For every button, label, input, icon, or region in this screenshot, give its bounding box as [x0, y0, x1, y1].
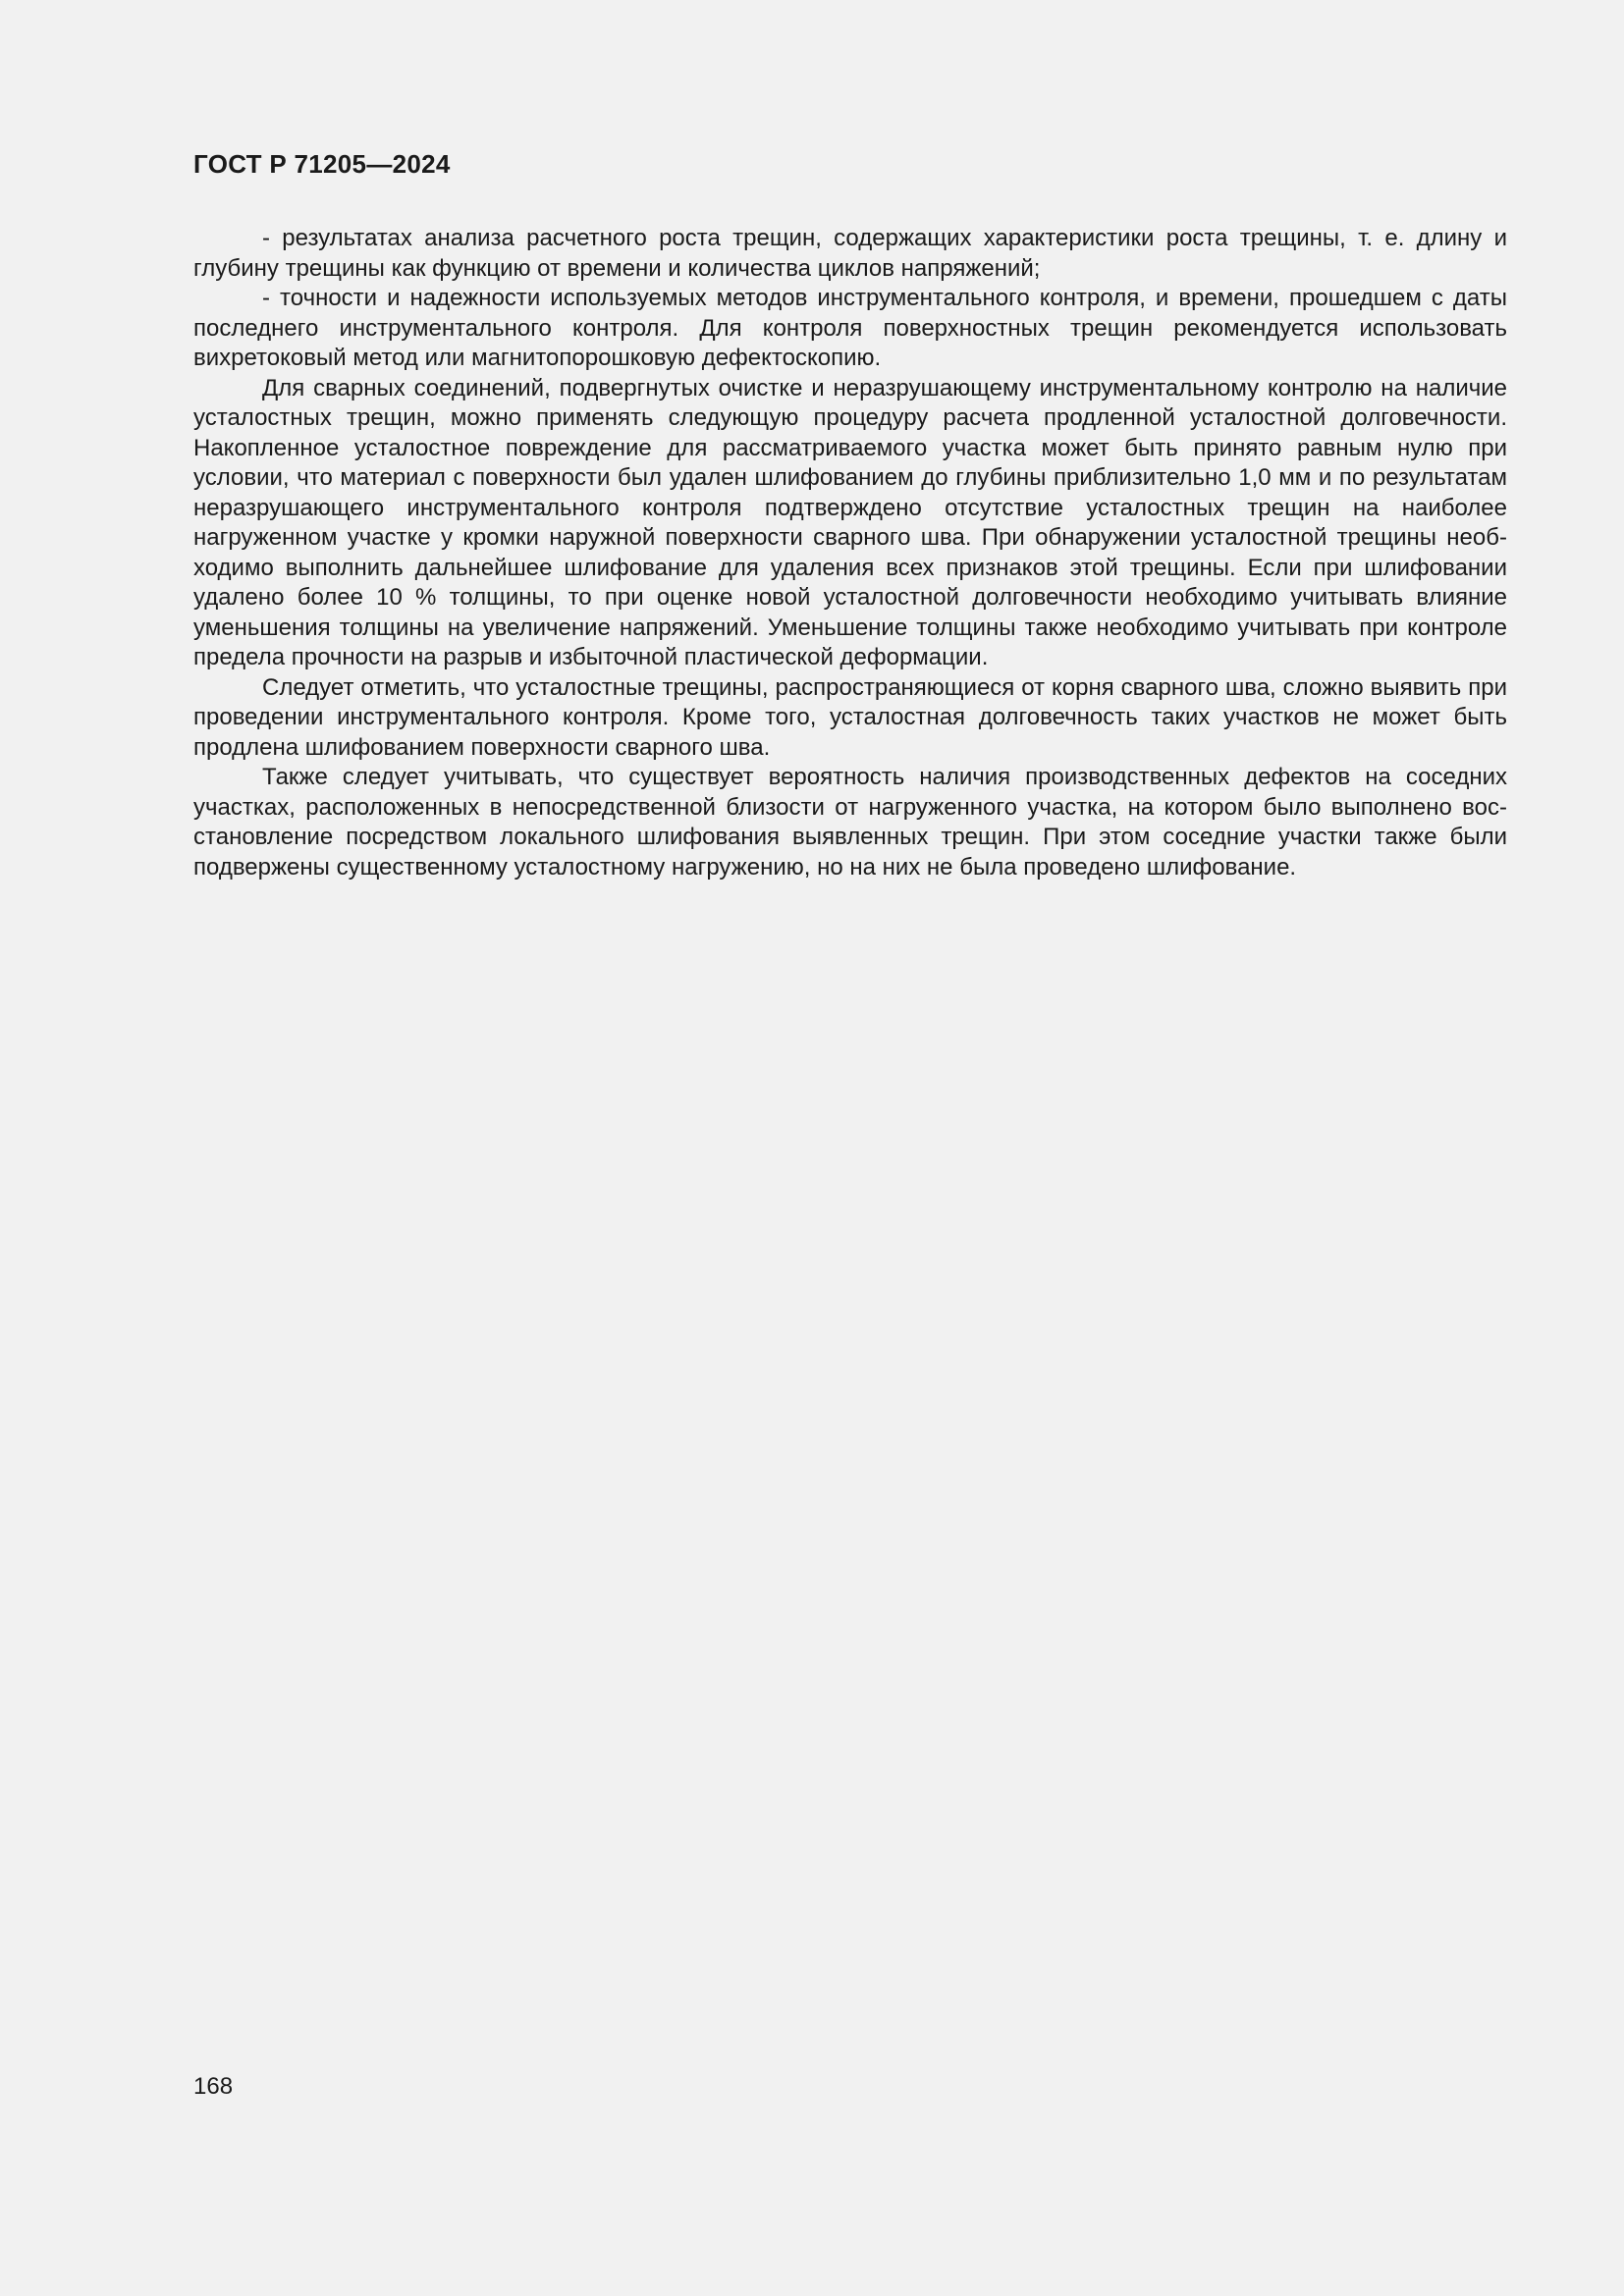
paragraph-adjacent-defects-note: Также следует учитывать, что существует вероятность наличия производственных дефектов на соседних участках, расположенных в непосредственной близости от нагруженного участка, на котором было выполнено восстановление посредством локального шлифования выявленных трещин. При этом соседние участки также были подвержены существенному усталостному нагружению, но на них не была проведено шлифование.: [193, 764, 1507, 881]
document-body: [193, 224, 1507, 882]
paragraph-root-cracks-note: Следует отметить, что усталостные трещины, распространяющиеся от корня сварного шва, сложно выявить при проведении инструментального контроля. Кроме того, усталостная долговечность таких участков не может быть продлена шлифованием поверхности сварного шва.: [193, 673, 1507, 761]
paragraph-inspection-accuracy: - точности и надежности используемых методов инструментального контроля, и времени, прошедшем с даты последнего инструментального контроля. Для контроля поверхностных трещин рекомендуется использовать вихретоковый метод или магнитопорошковую дефектоскопию.: [193, 285, 1507, 371]
page-number: 168: [193, 2073, 234, 2100]
paragraph-welded-joints-procedure: Для сварных соединений, подвергнутых очистке и неразрушающему инструментальному контролю на наличие усталостных трещин, можно применять следующую процедуру расчета продленной усталостной долговечности. Накопленное усталостное повреждение для рассматриваемого участка может быть принято равным нулю при условии, что материал с поверхности был удален шлифованием до глубины приблизительно 1,0 мм и по результатам неразрушающего инструментального контроля подтверждено отсутствие усталостных трещин на наиболее нагруженном участке у кромки наружной поверхности сварного шва. При обнаружении усталостной трещины необходимо выполнить дальнейшее шлифование для удаления всех признаков этой трещины. Если при шлифовании удалено более 10 % толщины, то при оценке новой усталостной долговечности необходимо учитывать влияние уменьшения толщины на увеличение напряжений. Уменьшение толщины также необходимо учитывать при контроле предела прочности на разрыв и избыточной пластической деформации.: [193, 374, 1507, 670]
paragraph-crack-growth-analysis: - результатах анализа расчетного роста трещин, содержащих характеристики роста трещины, т. е. длину и глубину трещины как функцию от времени и количества циклов напряжений;: [193, 225, 1507, 282]
document-header-title: ГОСТ Р 71205—2024: [193, 149, 451, 179]
